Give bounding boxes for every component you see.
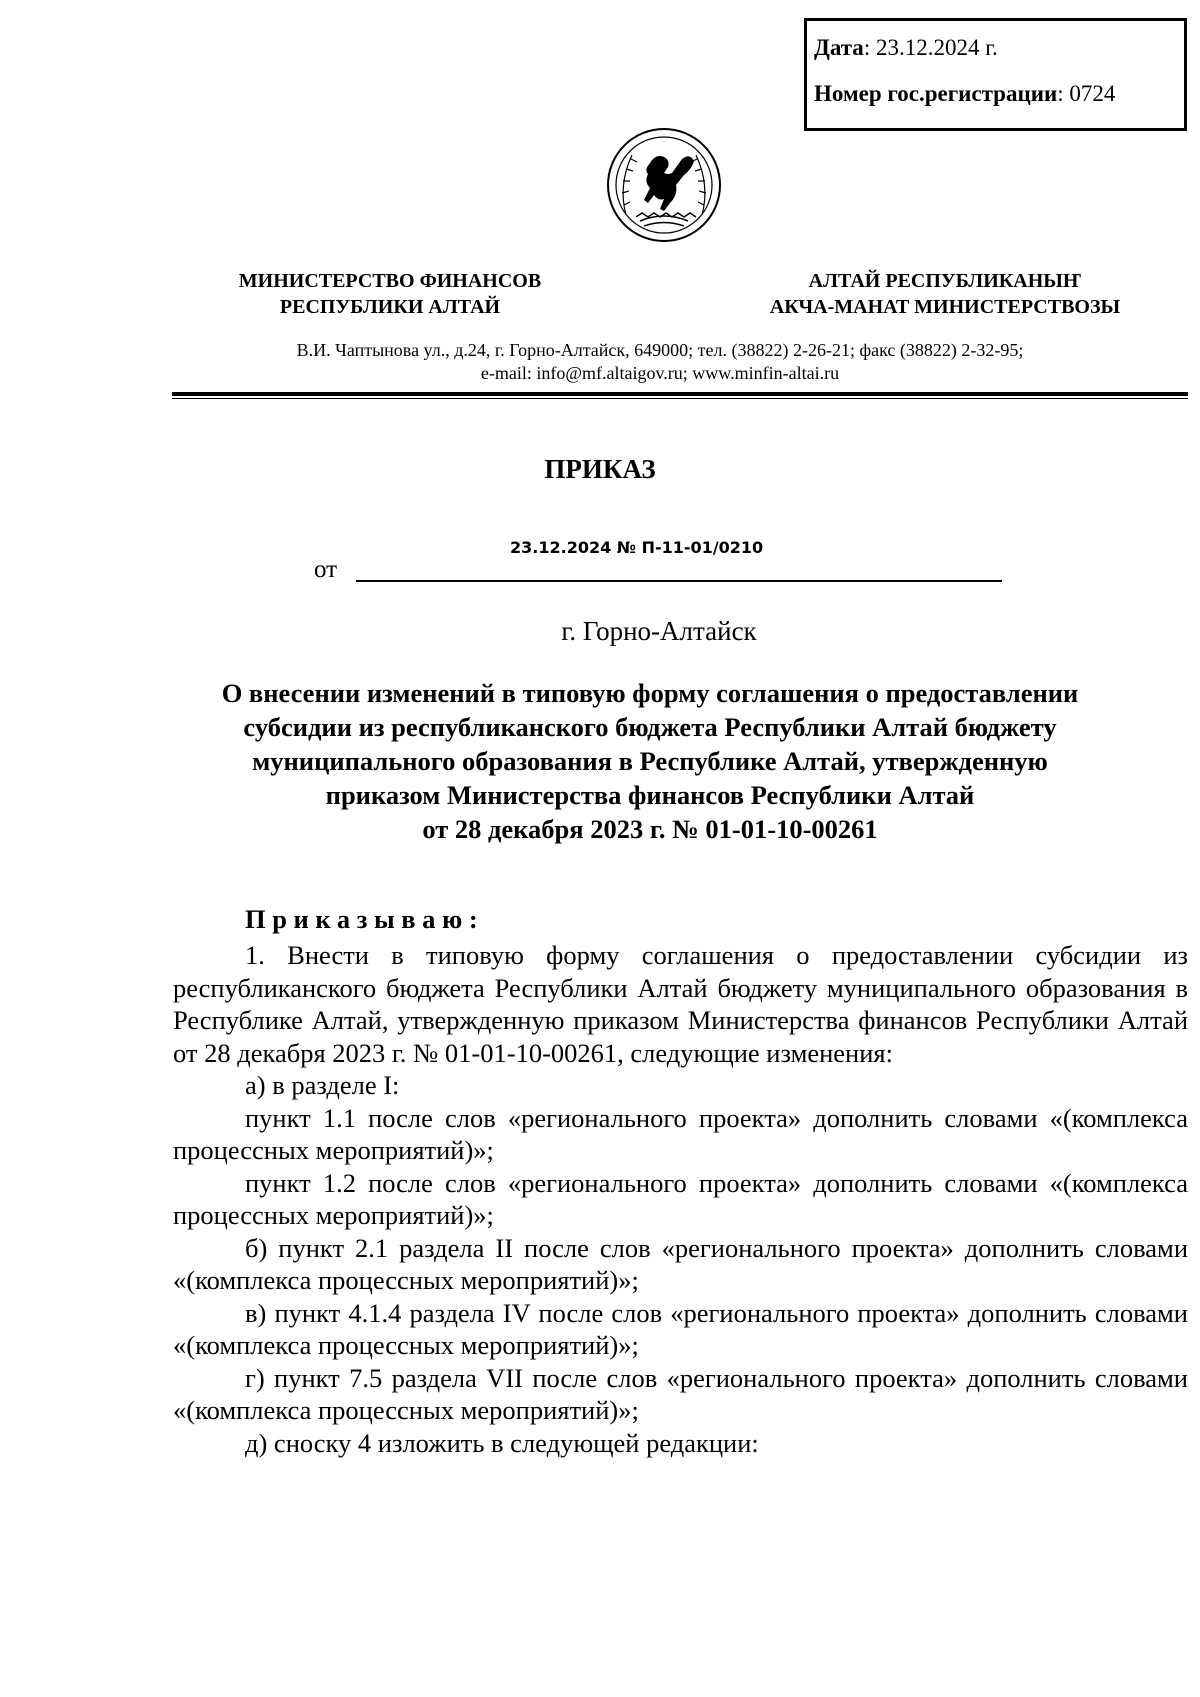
ministry-name-altai-line1: АЛТАЙ РЕСПУБЛИКАНЫҤ (808, 270, 1082, 292)
coat-of-arms-icon (604, 125, 724, 245)
body-paragraph: пункт 1.1 после слов «регионального проекта» дополнить словами «(комплекса процессных мероприятий)»; (173, 1102, 1188, 1165)
registration-number-label: Номер гос.регистрации (814, 81, 1058, 106)
title-line: от 28 декабря 2023 г. № 01-01-10-00261 (422, 814, 878, 844)
ministry-contacts (170, 339, 1150, 385)
document-city: г. Горно-Алтайск (561, 616, 757, 646)
registration-date-value: : 23.12.2024 г. (863, 35, 998, 60)
title-line: приказом Министерства финансов Республики Алтай (325, 780, 975, 810)
body-paragraph: д) сноску 4 изложить в следующей редакции: (245, 1427, 759, 1458)
ministry-name-russian (190, 268, 590, 320)
email-web-line: e-mail: info@mf.altaigov.ru; www.minfin-altai.ru (480, 363, 840, 383)
body-paragraph: в) пункт 4.1.4 раздела IV после слов «регионального проекта» дополнить словами «(комплекса процессных мероприятий)»; (173, 1297, 1188, 1360)
ministry-name-russian-line2: РЕСПУБЛИКИ АЛТАЙ (279, 296, 501, 318)
order-heading: Приказываю: (245, 904, 485, 934)
registration-number (814, 81, 1115, 107)
body-paragraph: пункт 1.2 после слов «регионального проекта» дополнить словами «(комплекса процессных мероприятий)»; (173, 1167, 1188, 1230)
body-paragraph: б) пункт 2.1 раздела II после слов «регионального проекта» дополнить словами «(комплекса процессных мероприятий)»; (173, 1232, 1188, 1295)
header-divider-thin (172, 398, 1188, 399)
registration-date (814, 35, 998, 61)
document-date-number: 23.12.2024 № П-11-01/0210 (510, 538, 764, 557)
body-paragraph: г) пункт 7.5 раздела VII после слов «регионального проекта» дополнить словами «(комплекса процессных мероприятий)»; (173, 1362, 1188, 1425)
ministry-name-russian-line1: МИНИСТЕРСТВО ФИНАНСОВ (238, 270, 542, 292)
title-line: субсидии из республиканского бюджета Республики Алтай бюджету (243, 712, 1057, 742)
address-line: В.И. Чаптынова ул., д.24, г. Горно-Алтайск, 649000; тел. (38822) 2-26-21; факс (38822) 2-32-95; (296, 340, 1024, 360)
document-body (173, 939, 1188, 1459)
document-title (150, 676, 1150, 846)
ministry-name-altai (720, 268, 1170, 320)
body-paragraph: 1. Внести в типовую форму соглашения о предоставлении субсидии из республиканского бюджета Республики Алтай бюджету муниципального образования в Республике Алтай, утвержденную приказом Министерства финансов Республики Алтай от 28 декабря 2023 г. № 01-01-10-00261, следующие изменения: (173, 940, 1188, 1068)
ministry-name-altai-line2: АКЧА-МАНАТ МИНИСТЕРСТВОЗЫ (769, 296, 1121, 318)
date-underline (356, 580, 1002, 582)
registration-date-label: Дата (814, 35, 864, 60)
body-paragraph: а) в разделе I: (245, 1070, 400, 1100)
document-type: ПРИКАЗ (544, 454, 656, 484)
title-line: О внесении изменений в типовую форму соглашения о предоставлении (221, 678, 1079, 708)
registration-number-value: : 0724 (1057, 81, 1116, 106)
registration-stamp (804, 18, 1187, 131)
header-divider-thick (172, 392, 1188, 396)
from-label: от (314, 556, 338, 583)
title-line: муниципального образования в Республике Алтай, утвержденную (252, 746, 1048, 776)
